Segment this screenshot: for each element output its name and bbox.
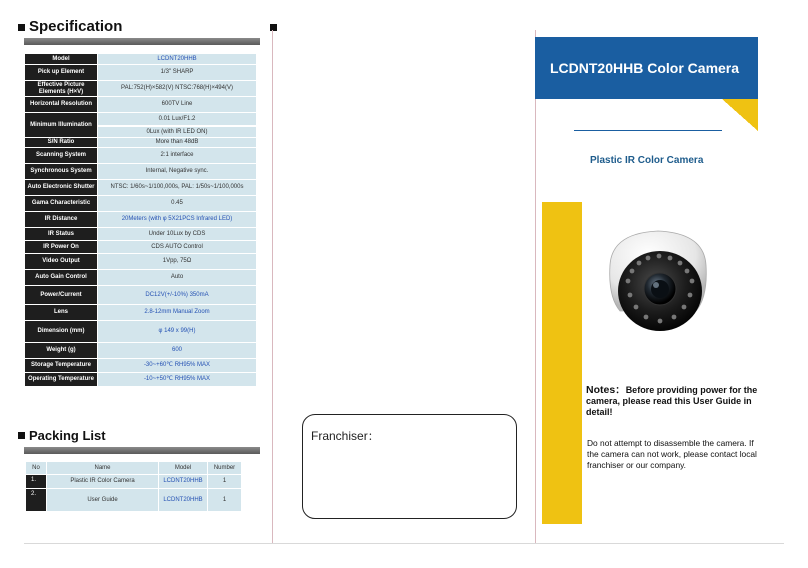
spec-label: Dimension (mm) xyxy=(25,321,98,342)
packing-section-title: Packing List xyxy=(29,428,106,443)
spec-label: IR Power On xyxy=(25,241,98,253)
packing-header-cell: Number xyxy=(208,462,241,474)
spec-label: Auto Gain Control xyxy=(25,270,98,285)
spec-value: 0Lux (with IR LED ON) xyxy=(98,126,256,137)
packing-number: 1 xyxy=(208,489,241,511)
packing-header-cell: No xyxy=(26,462,46,474)
corner-line xyxy=(574,130,722,131)
spec-row xyxy=(25,373,256,386)
spec-label: Horizontal Resolution xyxy=(25,97,98,112)
packing-no: 1. xyxy=(26,475,46,488)
packing-number: 1 xyxy=(208,475,241,488)
spec-title-bar xyxy=(24,38,260,45)
spec-label: Minimum Illumination xyxy=(25,113,98,137)
spec-row xyxy=(25,81,256,96)
spec-value: 600 xyxy=(98,343,256,358)
spec-value: Auto xyxy=(98,270,256,285)
spec-row xyxy=(25,286,256,304)
spec-row xyxy=(25,138,256,147)
packing-row xyxy=(26,475,241,488)
packing-no: 2. xyxy=(26,489,46,511)
packing-table xyxy=(25,461,242,512)
spec-label: IR Distance xyxy=(25,212,98,227)
spec-value: 2.8-12mm Manual Zoom xyxy=(98,305,256,320)
spec-value: 0.45 xyxy=(98,196,256,211)
spec-value: 20Meters (with φ 5X21PCS Infrared LED) xyxy=(98,212,256,227)
spec-row xyxy=(25,343,256,358)
spec-label: Gama Characteristic xyxy=(25,196,98,211)
notes-text: Before providing power for the camera, please read this User Guide in detail! xyxy=(586,385,758,417)
packing-bullet-icon xyxy=(18,432,25,439)
spec-label: Pick up Element xyxy=(25,65,98,80)
packing-model: LCDNT20HHB xyxy=(159,475,207,488)
spec-bullet-icon xyxy=(18,24,25,31)
product-title-box xyxy=(535,37,758,99)
spec-value: 0.01 Lux/F1.2 xyxy=(98,113,256,125)
packing-name: User Guide xyxy=(47,489,158,511)
spec-value: Under 10Lux by CDS xyxy=(98,228,256,240)
spec-value: LCDNT20HHB xyxy=(98,54,256,64)
product-title: LCDNT20HHB Color Camera xyxy=(550,60,740,76)
spec-row xyxy=(25,305,256,320)
spec-label: S/N Ratio xyxy=(25,138,98,147)
spec-value: NTSC: 1/60s~1/100,000s, PAL: 1/50s~1/100,000s xyxy=(98,180,256,195)
spec-row xyxy=(25,54,256,64)
spec-value: Internal, Negative sync. xyxy=(98,164,256,179)
spec-label: Weight (g) xyxy=(25,343,98,358)
packing-row xyxy=(26,489,241,511)
spec-value: -10~+50℃ RH95% MAX xyxy=(98,373,256,386)
spec-row xyxy=(25,270,256,285)
warning-text: Do not attempt to disassemble the camera. If the camera can not work, please contact local franchiser or our company. xyxy=(587,438,757,470)
spec-label: IR Status xyxy=(25,228,98,240)
packing-header-row xyxy=(26,462,241,474)
bottom-rule xyxy=(24,543,784,544)
spec-label: Video Output xyxy=(25,254,98,269)
spec-value: 1Vpp, 75Ω xyxy=(98,254,256,269)
packing-model: LCDNT20HHB xyxy=(159,489,207,511)
yellow-bar xyxy=(542,202,582,524)
spec-row xyxy=(25,254,256,269)
fold-line-left xyxy=(272,30,273,544)
corner-triangle xyxy=(722,99,758,131)
notes-heading: Notes： xyxy=(586,384,626,396)
spec-label: Synchronous System xyxy=(25,164,98,179)
spec-row xyxy=(25,241,256,253)
spec-row xyxy=(25,180,256,195)
packing-title-bar xyxy=(24,447,260,454)
spec-label: Power/Current xyxy=(25,286,98,304)
spec-label: Storage Temperature xyxy=(25,359,98,372)
spec-label: Scanning System xyxy=(25,148,98,163)
spec-value: CDS AUTO Control xyxy=(98,241,256,253)
notes-block xyxy=(586,385,766,418)
spec-row xyxy=(25,148,256,163)
spec-label: Auto Electronic Shutter xyxy=(25,180,98,195)
spec-value: PAL:752(H)×582(V) NTSC:768(H)×494(V) xyxy=(98,81,256,96)
spec-row xyxy=(25,196,256,211)
spec-value: 2:1 interface xyxy=(98,148,256,163)
spec-row xyxy=(25,65,256,80)
spec-row xyxy=(25,321,256,342)
spec-value: More than 48dB xyxy=(98,138,256,147)
spec-value: φ 149 x 99(H) xyxy=(98,321,256,342)
spec-row xyxy=(25,97,256,112)
spec-label: Operating Temperature xyxy=(25,373,98,386)
franchiser-box xyxy=(302,414,517,519)
spec-table xyxy=(25,53,256,387)
spec-row xyxy=(25,164,256,179)
spec-label: Lens xyxy=(25,305,98,320)
spec-value: 600TV Line xyxy=(98,97,256,112)
spec-value: 1/3" SHARP xyxy=(98,65,256,80)
spec-value: DC12V(+/-10%) 350mA xyxy=(98,286,256,304)
spec-section-title: Specification xyxy=(29,18,123,35)
fold-line-right xyxy=(535,30,536,544)
franchiser-label: Franchiser： xyxy=(311,429,380,443)
spec-row xyxy=(25,228,256,240)
dome-camera-image xyxy=(604,225,712,340)
spec-label: Effective Picture Elements (H×V) xyxy=(25,81,98,96)
spec-row xyxy=(25,212,256,227)
packing-header-cell: Model xyxy=(159,462,207,474)
spec-label: Model xyxy=(25,54,98,64)
spec-row xyxy=(25,359,256,372)
packing-header-cell: Name xyxy=(47,462,158,474)
packing-name: Plastic IR Color Camera xyxy=(47,475,158,488)
spec-row xyxy=(25,113,256,125)
product-subtitle: Plastic IR Color Camera xyxy=(590,155,704,166)
spec-value: -30~+60℃ RH95% MAX xyxy=(98,359,256,372)
